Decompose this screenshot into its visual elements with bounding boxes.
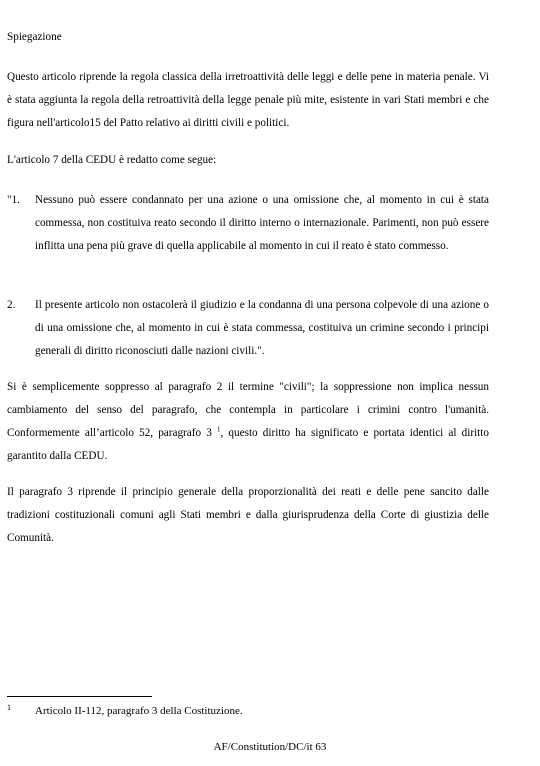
footnote-reference[interactable]: 1 [216, 425, 221, 434]
paragraph-irretroactivity: Questo articolo riprende la regola classica della irretroattività delle leggi e delle pene in materia penale. Vi è stata aggiunta la regola della retroattività della legge penale più mite, esistente in vari Stati membri e che figura nell'articolo15 del Patto relativo ai diritti civili e politici. [7, 71, 489, 129]
footnote-divider [7, 696, 152, 697]
footnote-number: 1 [7, 703, 11, 712]
paragraph-text: , questo diritto ha significato e portata identici al diritto garantito dalla CEDU. [7, 427, 489, 462]
item-text: Il presente articolo non ostacolerà il giudizio e la condanna di una persona colpevole di una azione o di una omissione che, al momento in cui è stata commessa, costituiva un crimine secondo i principi generali di diritto riconosciuti dalle nazioni civili.". [35, 299, 489, 357]
item-number: 2. [7, 299, 16, 311]
item-text: Nessuno può essere condannato per una azione o una omissione che, al momento in cui è stata commessa, non costituiva reato secondo il diritto interno o internazionale. Parimenti, non può essere inflitta una pena più grave di quella applicabile al momento in cui il reato è stato commesso. [35, 194, 489, 252]
paragraph-civili [7, 376, 489, 468]
quoted-item-2 [7, 294, 489, 363]
item-number: "1. [7, 194, 20, 206]
quoted-item-1 [7, 189, 489, 258]
paragraph-proportionality: Il paragrafo 3 riprende il principio generale della proporzionalità dei reati e delle pene sancito dalle tradizioni costituzionali comuni agli Stati membri e dalla giurisprudenza della Corte di giustizia delle Comunità. [7, 486, 489, 544]
page-footer: AF/Constitution/DC/it 63 [213, 741, 327, 753]
section-heading: Spiegazione [7, 31, 62, 43]
paragraph-cedu-intro: L'articolo 7 della CEDU è redatto come segue: [7, 154, 217, 166]
paragraph-text: Si è semplicemente soppresso al paragrafo 2 il termine "civili"; la soppressione non implica nessun cambiamento del senso del paragrafo, che contempla in particolare i crimini contro l'umanità. Conformemente all’articolo 52, paragrafo 3 [7, 381, 489, 439]
footnote-text: Articolo II-112, paragrafo 3 della Costituzione. [35, 705, 243, 717]
footnote [7, 701, 489, 721]
